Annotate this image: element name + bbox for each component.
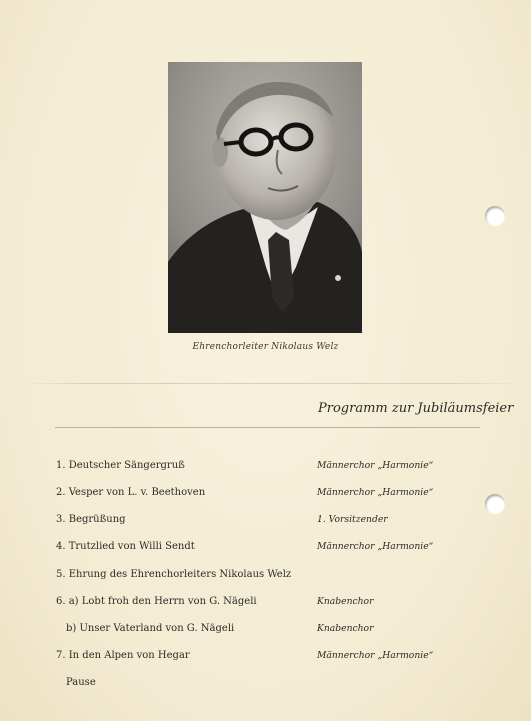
program-item-performer: Männerchor „Harmonie“ (317, 541, 434, 552)
fold-line (20, 383, 520, 384)
title-rule (55, 427, 480, 428)
portrait-photo (168, 62, 362, 333)
program-item-label: Pause (66, 677, 96, 688)
program-item (56, 567, 476, 583)
program-item (56, 675, 476, 691)
punch-hole (485, 494, 505, 514)
program-item-label: 2. Vesper von L. v. Beethoven (56, 487, 206, 498)
program-title: Programm zur Jubiläumsfeier (318, 401, 514, 416)
program-item-label: 5. Ehrung des Ehrenchorleiters Nikolaus Welz (56, 569, 292, 580)
program-item (56, 539, 476, 555)
punch-hole (485, 206, 505, 226)
program-item (56, 594, 476, 610)
program-item (56, 621, 476, 637)
program-item (56, 485, 476, 501)
program-item-performer: 1. Vorsitzender (317, 514, 388, 525)
program-item-label: 7. In den Alpen von Hegar (56, 650, 190, 661)
program-item-performer: Männerchor „Harmonie“ (317, 487, 434, 498)
program-item-label: 1. Deutscher Sängergruß (56, 460, 185, 471)
program-item (56, 648, 476, 664)
program-item-performer: Knabenchor (317, 596, 374, 607)
program-item-performer: Knabenchor (317, 623, 374, 634)
program-item-label: b) Unser Vaterland von G. Nägeli (66, 623, 235, 634)
program-item-label: 3. Begrüßung (56, 514, 126, 525)
portrait-illustration (168, 62, 362, 333)
program-item-performer: Männerchor „Harmonie“ (317, 650, 434, 661)
program-item-performer: Männerchor „Harmonie“ (317, 460, 434, 471)
program-item (56, 512, 476, 528)
program-item (56, 458, 476, 474)
photo-caption: Ehrenchorleiter Nikolaus Welz (192, 342, 339, 352)
program-item-label: 6. a) Lobt froh den Herrn von G. Nägeli (56, 596, 257, 607)
program-item-label: 4. Trutzlied von Willi Sendt (56, 541, 195, 552)
